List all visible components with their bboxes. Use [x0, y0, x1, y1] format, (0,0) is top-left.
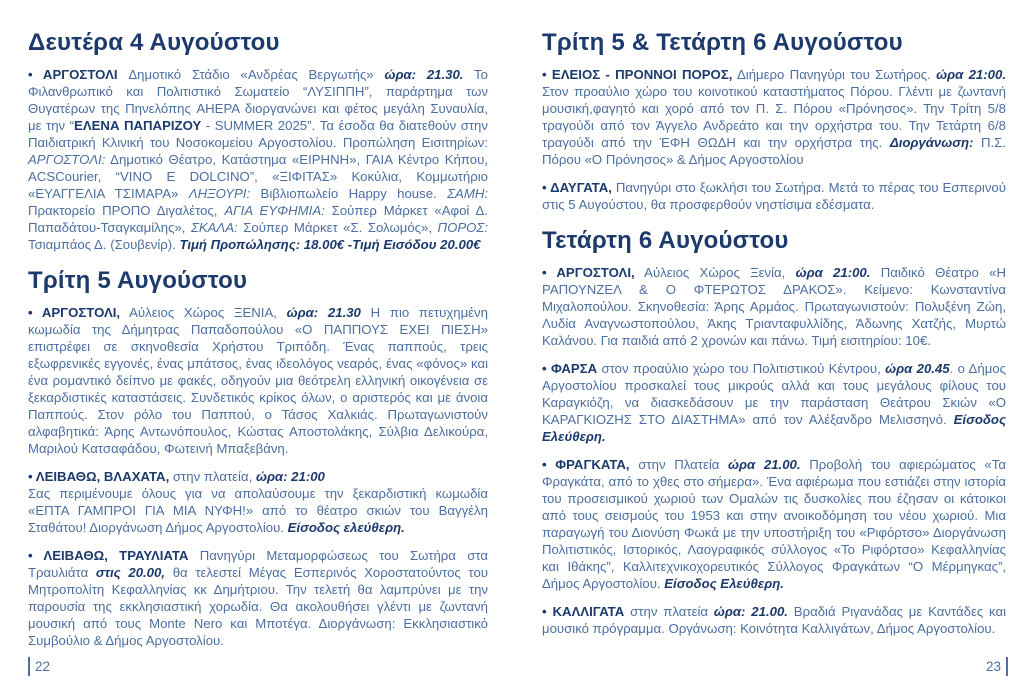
event-paragraph: • ΑΡΓΟΣΤΟΛΙ, Αύλειος Χώρος Ξενία, ώρα 21:00. Παιδικό Θέατρο «Η ΡΑΠΟΥΝΖΕΛ & Ο ΦΤΕΡΩΤΟΣ ΔΡΑΚΟΣ». Κείμενο: Κωνσταντίνα Μιχαλοπούλου. Σκηνοθεσία: Άρης Αρμάος. Πρωταγωνιστούν: Πολυξένη Ζώη, Λυδία Αναγνωστοπούλου, Άκης Τριανταφυλλίδης, Άδωνης Χατζής, Μυρτώ Καλάνου. Για παιδιά από 2 χρονών και πάνω. Τιμή εισιτηρίου: 10€. — [542, 265, 1006, 348]
event-paragraph: • ΛΕΙΒΑΘΩ, ΒΛΑΧΑΤΑ, στην πλατεία, ώρα: 21:00 Σας περιμένουμε όλους για να απολαύσουμε την ξεκαρδιστική κωμωδία «ΕΠΤΑ ΓΑΜΠΡΟΙ ΓΙΑ ΜΙΑ ΝΥΦΗ!» από το θέατρο σκιών του Βαγγέλη Σταθάτου! Διοργάνωση Δήμος Αργοστολίου. Είσοδος ελεύθερη. — [28, 469, 488, 535]
section-heading: Τρίτη 5 Αυγούστου — [28, 267, 248, 294]
event-paragraph: • ΦΑΡΣΑ στον προαύλιο χώρο του Πολιτιστικού Κέντρου, ώρα 20.45. ο Δήμος Αργοστολίου προσκαλεί τους μικρούς αλλά και τους μεγάλους φίλους του Καραγκιόζη, να διασκεδάσουν με την παράσταση Θεάτρου Σκιών «Ο ΚΑΡΑΓΚΙΟΖΗΣ ΣΤΟ ΔΙΑΣΤΗΜΑ» από τον Αλέξανδρο Μελισσηνό. Είσοδος Ελεύθερη. — [542, 361, 1006, 444]
event-paragraph: • ΑΡΓΟΣΤΟΛΙ, Αύλειος Χώρος ΞΕΝΙΑ, ώρα: 21.30 Η πιο πετυχημένη κωμωδία της Δήμητρας Παπαδοπούλου «Ο ΠΑΠΠΟΥΣ ΕΧΕΙ ΠΙΕΣΗ» επιστρέφει σε σκηνοθεσία Χρήστου Τριπόδη. Ένας παππούς, τρεις εξωφρενικές εγγονές, ένας μπάτσος, ένας ιδεολόγος νεαρός, ένας «φόνος» και ένα ρομαντικό δείπνο με φακές, οδηγούν μια θεότρελη ελληνική οικογένεια σε ξεκαρδιστικές καταστάσεις. Συνδετικός κρίκος όλων, ο αριστερός και με άνοια Παππούς. Στον ρόλο του Παππού, ο Τάσος Χαλκιάς. Πρωταγωνιστούν αλφαβητικά: Άρης Αντωνόπουλος, Κώστας Αποστολάκης, Σύλβια Δελικούρα, Μαριλού Κατσαφάδου, Φωτεινή Μπαξεβάνη. — [28, 305, 488, 456]
event-paragraph: • ΑΡΓΟΣΤΟΛΙ Δημοτικό Στάδιο «Ανδρέας Βεργωτής» ώρα: 21.30. Το Φιλανθρωπικό και Πολιτιστικό Σωματείο “ΛΥΣΙΠΠΗ”, παράρτημα των Θυγατέρων της Πηνελόπης AHEPA διοργανώνει και φέτος μεγάλη Συναυλία, με την “ΕΛΕΝΑ ΠΑΠΑΡΙΖΟΥ - SUMMER 2025”. Τα έσοδα θα διατεθούν στην Παιδιατρική Κλινική του Νοσοκομείου Αργοστολίου. Προπώληση Εισιτηρίων: ΑΡΓΟΣΤΟΛΙ: Δημοτικό Θέατρο, Κατάστημα «ΕΙΡΗΝΗ», ΓΑΙΑ Κέντρο Κήπου, ACSCourier, “VINO E DOLCINO”, «ΞΙΦΙΤΑΣ» Κοκύλια, Κομμωτήριο «ΕΥΑΓΓΕΛΙΑ ΤΣΙΜΑΡΑ» ΛΗΞΟΥΡΙ: Βιβλιοπωλείο Happy house. ΣΑΜΗ: Πρακτορείο ΠΡΟΠΟ Διγαλέτος, ΑΓΙΑ ΕΥΦΗΜΙΑ: Σούπερ Μάρκετ «Αφοί Δ. Παπαδάτου-Τσαγκαμίλης», ΣΚΑΛΑ: Σούπερ Μάρκετ «Σ. Σολωμός», ΠΟΡΟΣ: Τσιαμπάος Δ. (Σουβενίρ). Τιμή Προπώλησης: 18.00€ -Τιμή Εισόδου 20.00€ — [28, 67, 489, 252]
section-heading: Τετάρτη 6 Αυγούστου — [542, 227, 789, 254]
event-paragraph: • ΚΑΛΛΙΓΑΤΑ στην πλατεία ώρα: 21.00. Βραδιά Ριγανάδας με Καντάδες και μουσικό πρόγραμμα. Οργάνωση: Κοινότητα Καλλιγάτων, Δήμος Αργοστολίου. — [542, 604, 1007, 636]
page-number: 22 — [28, 657, 50, 676]
section-tue5-wed6-august — [542, 30, 1006, 213]
event-paragraph: • ΛΕΙΒΑΘΩ, ΤΡΑΥΛΙΑΤΑ Πανηγύρι Μεταμορφώσεως του Σωτήρα στα Τραυλιάτα στις 20.00, θα τελεστεί Μέγας Εσπερινός Χοροστατούντος του Μητροπολίτη Κεφαλληνίας κκ Δημήτριου. Την τελετή θα λαμπρύνει με την παρουσία της εκκλησιαστική χορωδία. Θα ακολουθήσει γλέντι με ζωντανή μουσική από τους Monte Nero και Μποτέγα. Διοργάνωση: Εκκλησιαστικό Συμβούλιο & Δήμος Αργοστολίου. — [28, 548, 488, 648]
event-paragraph: • ΦΡΑΓΚΑΤΑ, στην Πλατεία ώρα 21.00. Προβολή του αφιερώματος «Τα Φραγκάτα, από το χθες στο σήμερα». Ένα αφιέρωμα που εστιάζει στην ιστορία του προσεισμικού χωριού των Ομαλών τις δυσκολίες που έζησαν οι κάτοικοι από τους σεισμούς του 1953 και στην ανοικοδόμηση του νέου χωριού. Μια παραγωγή του Διονύση Φωκά με την υποστήριξη του «Ριφόρτσο» Διοργάνωση Πολιτιστικός, Ιστορικός, Λαογραφικός σύλλογος «Το Ριφόρτσο» Κεφαλληνίας και Ιθάκης”, Καλλιτεχνικοχορευτικός Σύλλογος Φραγκάτων “Ο Μέρμηγκας”, Δήμος Αργοστολίου. Είσοδος Ελεύθερη. — [542, 457, 1007, 591]
section-tuesday-5-august — [28, 268, 488, 649]
section-monday-4-august — [28, 30, 488, 253]
section-wednesday-6-august — [542, 228, 1006, 637]
event-paragraph: • ΕΛΕΙΟΣ - ΠΡΟΝΝΟΙ ΠΟΡΟΣ, Διήμερο Πανηγύρι του Σωτήρος. ώρα 21:00. Στον προαύλιο χώρο του κοινοτικού καταστήματος Πόρου. Γλέντι με ζωντανή μουσική,φαγητό και χορό από τον Π. Σ. Πόρου «Πρόνησος». Την Τρίτη 5/8 τραγούδι από τον Άγγελο Ανδρεάτο και την ορχήστρα του. Την Τετάρτη 6/8 τραγούδι από την ΈΦΗ ΘΩΔΗ και την ορχήστρα της. Διοργάνωση: Π.Σ. Πόρου «Ο Πρόνησος» & Δήμος Αργοστολίου — [542, 67, 1006, 167]
page-number: 23 — [986, 657, 1008, 676]
section-heading: Δευτέρα 4 Αυγούστου — [28, 29, 280, 56]
page-right — [512, 0, 1024, 682]
event-paragraph: • ΔΑΥΓΑΤΑ, Πανηγύρι στο ξωκλήσι του Σωτήρα. Μετά το πέρας του Εσπερινού στις 5 Αυγούστου, θα προσφερθούν νηστίσιμα εδέσματα. — [542, 180, 1006, 212]
section-heading: Τρίτη 5 & Τετάρτη 6 Αυγούστου — [542, 29, 903, 56]
